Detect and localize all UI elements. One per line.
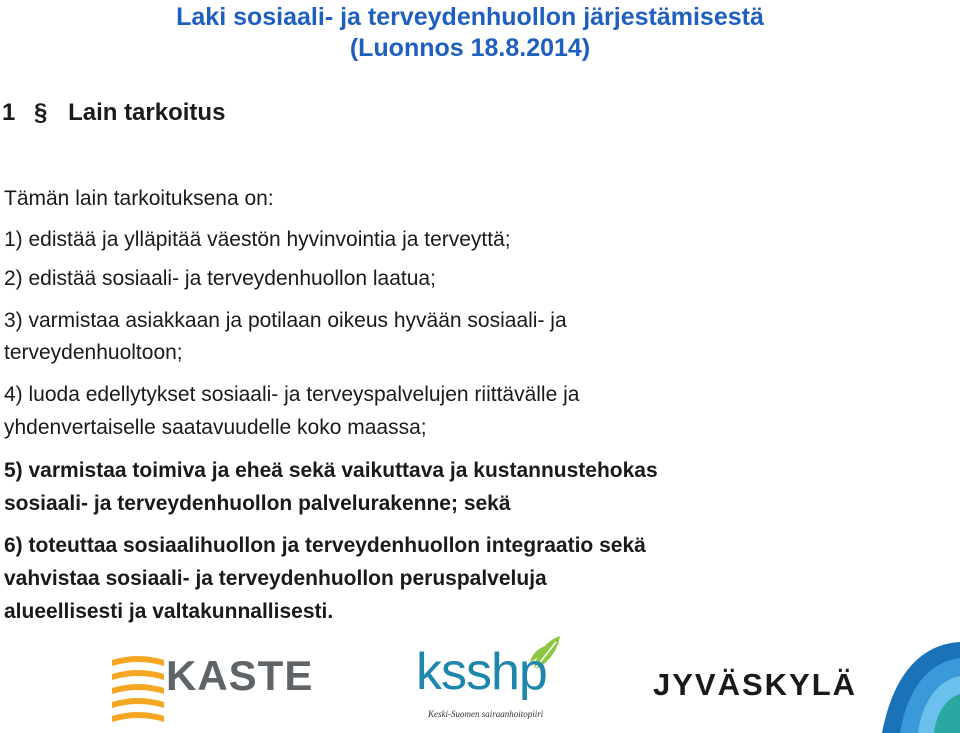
item-4-line-2: yhdenvertaiselle saatavuudelle koko maassa; [4, 416, 427, 439]
title-line-1: Laki sosiaali- ja terveydenhuollon järjestämisestä [176, 3, 764, 31]
item-6-line-3: alueellisesti ja valtakunnallisesti. [4, 600, 334, 623]
item-2-line: 2) edistää sosiaali- ja terveydenhuollon laatua; [4, 267, 436, 290]
item-5-line-1: 5) varmistaa toimiva ja eheä sekä vaikuttava ja kustannustehokas [4, 459, 658, 482]
item-5-line-2: sosiaali- ja terveydenhuollon palvelurakenne; sekä [4, 492, 511, 515]
kaste-wordmark: KASTE [166, 652, 314, 699]
section-sign: § [34, 99, 48, 126]
title-line-2: (Luonnos 18.8.2014) [349, 34, 591, 62]
section-number: 1 [2, 99, 16, 126]
section-heading [2, 99, 225, 127]
item-3-line-1: 3) varmistaa asiakkaan ja potilaan oikeus hyvään sosiaali- ja [4, 309, 567, 332]
section-heading-text: Lain tarkoitus [68, 99, 226, 126]
item-3-line-2: terveydenhuoltoon; [4, 341, 183, 364]
ksshp-subtitle: Keski-Suomen sairaanhoitopiiri [428, 709, 544, 719]
kaste-logo [0, 630, 320, 733]
kaste-stripes-icon [108, 650, 168, 730]
item-4-line-1: 4) luoda edellytykset sosiaali- ja terveyspalvelujen riittävälle ja [4, 383, 580, 406]
item-1-line: 1) edistää ja ylläpitää väestön hyvinvointia ja terveyttä; [4, 228, 511, 251]
item-6-line-1: 6) toteuttaa sosiaalihuollon ja terveydenhuollon integraatio sekä [4, 534, 646, 557]
intro-line: Tämän lain tarkoituksena on: [4, 187, 274, 210]
document-title [80, 2, 860, 64]
item-6-line-2: vahvistaa sosiaali- ja terveydenhuollon peruspalveluja [4, 567, 547, 590]
wave-icon [864, 630, 960, 733]
logo-bar [0, 630, 960, 733]
ksshp-wordmark: ksshp [416, 643, 547, 701]
jyvaskyla-wordmark: JYVÄSKYLÄ [653, 667, 858, 702]
